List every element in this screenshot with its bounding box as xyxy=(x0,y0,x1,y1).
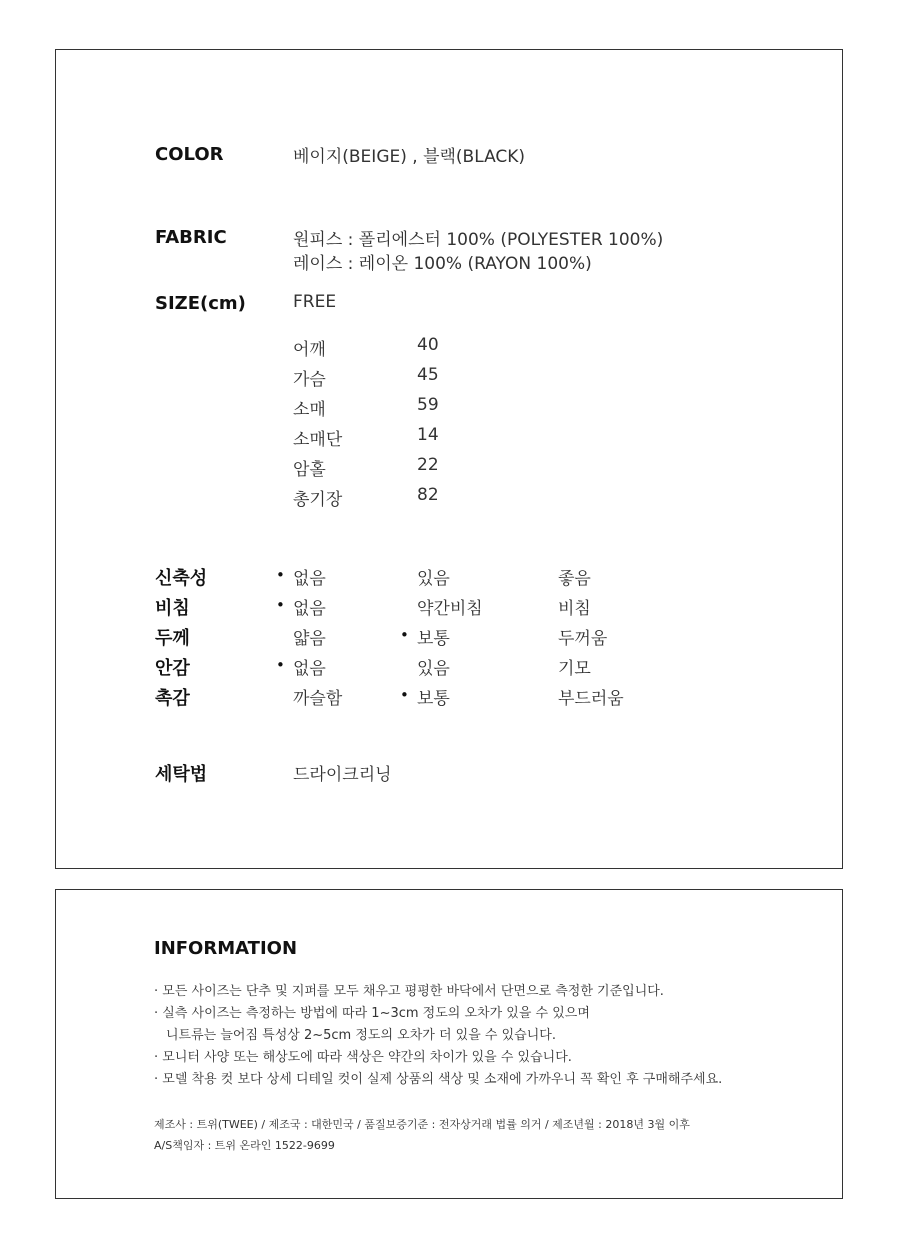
attribute-label: 비침 xyxy=(155,598,190,619)
attribute-label: 안감 xyxy=(155,658,190,679)
selected-bullet-icon: • xyxy=(276,596,285,614)
attribute-option: 보통 xyxy=(417,629,450,649)
measurement-name: 어깨 xyxy=(293,340,326,360)
color-value: 베이지(BEIGE) , 블랙(BLACK) xyxy=(293,147,526,167)
info-note: 니트류는 늘어짐 특성상 2~5cm 정도의 오차가 더 있을 수 있습니다. xyxy=(166,1028,556,1043)
attribute-label: 신축성 xyxy=(155,568,208,589)
size-value: FREE xyxy=(293,292,337,312)
measurement-name: 총기장 xyxy=(293,490,343,510)
attribute-option: 두꺼움 xyxy=(558,629,608,649)
measurement-value: 59 xyxy=(417,395,439,415)
fabric-label: FABRIC xyxy=(155,227,227,248)
fabric-line: 레이스 : 레이온 100% (RAYON 100%) xyxy=(293,254,592,274)
attribute-option: 없음 xyxy=(293,599,326,619)
attribute-option: 비침 xyxy=(558,599,591,619)
measurement-value: 40 xyxy=(417,335,439,355)
attribute-option: 보통 xyxy=(417,689,450,709)
measurement-value: 22 xyxy=(417,455,439,475)
measurement-name: 가슴 xyxy=(293,370,326,390)
wash-value: 드라이크리닝 xyxy=(293,765,392,785)
selected-bullet-icon: • xyxy=(276,656,285,674)
attribute-option: 부드러움 xyxy=(558,689,624,709)
measurement-name: 암홀 xyxy=(293,460,326,480)
measurement-name: 소매단 xyxy=(293,430,343,450)
selected-bullet-icon: • xyxy=(400,626,409,644)
attribute-option: 없음 xyxy=(293,569,326,589)
selected-bullet-icon: • xyxy=(276,566,285,584)
attribute-option: 기모 xyxy=(558,659,591,679)
as-contact-info: A/S책임자 : 트위 온라인 1522-9699 xyxy=(154,1139,335,1152)
info-note: · 모델 착용 컷 보다 상세 디테일 컷이 실제 상품의 색상 및 소재에 가까우니 꼭 확인 후 구매해주세요. xyxy=(154,1072,723,1087)
measurement-value: 82 xyxy=(417,485,439,505)
fabric-line: 원피스 : 폴리에스터 100% (POLYESTER 100%) xyxy=(293,230,664,250)
color-label: COLOR xyxy=(155,144,224,165)
measurement-value: 45 xyxy=(417,365,439,385)
attribute-option: 없음 xyxy=(293,659,326,679)
product-spec-panel xyxy=(55,49,843,869)
attribute-option: 얇음 xyxy=(293,629,326,649)
info-note: · 모니터 사양 또는 해상도에 따라 색상은 약간의 차이가 있을 수 있습니다. xyxy=(154,1050,572,1065)
attribute-option: 좋음 xyxy=(558,569,591,589)
attribute-option: 있음 xyxy=(417,569,450,589)
attribute-label: 두께 xyxy=(155,628,190,649)
measurement-name: 소매 xyxy=(293,400,326,420)
manufacturer-info: 제조사 : 트위(TWEE) / 제조국 : 대한민국 / 품질보증기준 : 전자상거래 법률 의거 / 제조년월 : 2018년 3월 이후 xyxy=(154,1118,690,1131)
selected-bullet-icon: • xyxy=(400,686,409,704)
info-note: · 모든 사이즈는 단추 및 지퍼를 모두 채우고 평평한 바닥에서 단면으로 측정한 기준입니다. xyxy=(154,984,664,999)
wash-label: 세탁법 xyxy=(155,764,208,785)
information-title: INFORMATION xyxy=(154,938,298,959)
size-label: SIZE(cm) xyxy=(155,293,246,314)
info-note: · 실측 사이즈는 측정하는 방법에 따라 1~3cm 정도의 오차가 있을 수 있으며 xyxy=(154,1006,590,1021)
attribute-option: 있음 xyxy=(417,659,450,679)
attribute-option: 약간비침 xyxy=(417,599,483,619)
attribute-option: 까슬함 xyxy=(293,689,343,709)
measurement-value: 14 xyxy=(417,425,439,445)
attribute-label: 촉감 xyxy=(155,688,190,709)
